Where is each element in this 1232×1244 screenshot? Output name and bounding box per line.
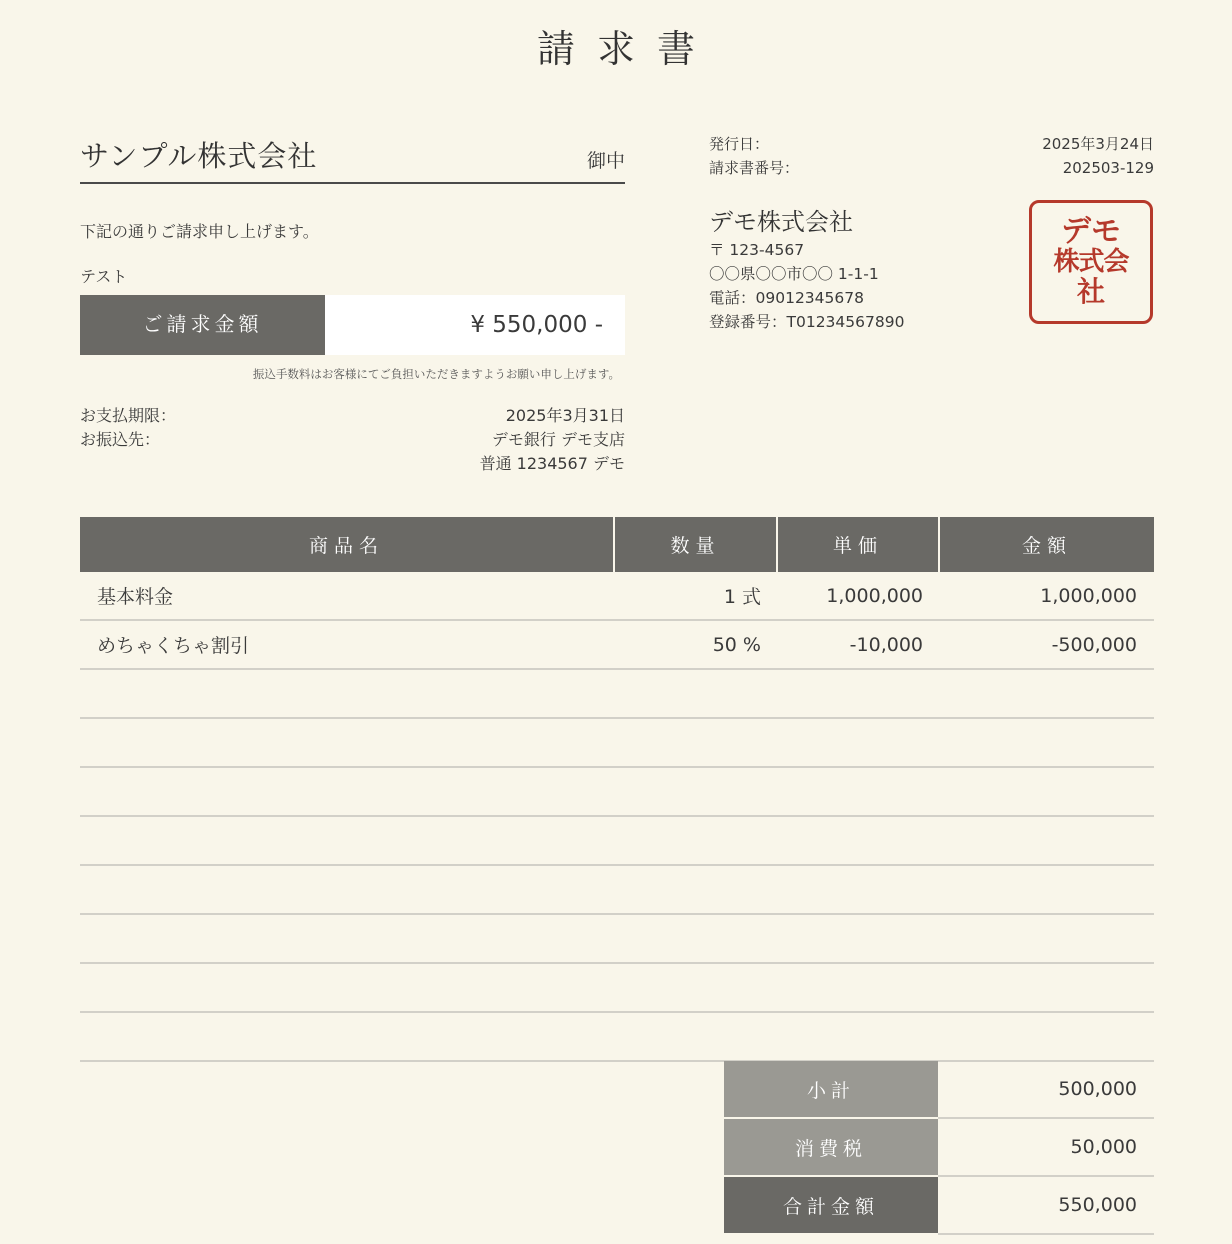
item-name: めちゃくちゃ割引 [80, 620, 614, 669]
subtotal-label: 小計 [724, 1061, 938, 1118]
billing-amount-value: ¥ 550,000 - [325, 295, 625, 355]
billing-amount-box [80, 295, 625, 355]
subject-text: テスト [80, 267, 128, 286]
issue-date-row [709, 132, 1154, 156]
seal-line-3: 社 [1076, 275, 1105, 308]
issuer-name: デモ株式会社 [709, 208, 853, 236]
empty-row [80, 669, 1154, 718]
item-quantity: 50 % [614, 620, 777, 669]
total-label: 合計金額 [724, 1176, 938, 1234]
empty-row [80, 963, 1154, 1012]
issuer-details [709, 238, 904, 334]
fee-note: 振込手数料はお客様にてご負担いただきますようお願い申し上げます。 [252, 367, 620, 381]
client-honorific: 御中 [586, 150, 625, 172]
subtotal-value: 500,000 [938, 1061, 1154, 1118]
header-product: 商品名 [80, 517, 614, 572]
empty-row [80, 767, 1154, 816]
issuer-address: 〇〇県〇〇市〇〇 1-1-1 [709, 265, 879, 283]
line-items-header [80, 517, 1154, 572]
item-quantity: 1 式 [614, 572, 777, 620]
issuer-postal: 〒 123-4567 [709, 241, 805, 259]
table-row [80, 572, 1154, 620]
client-block [80, 134, 625, 184]
invoice-number-value: 202503-129 [1062, 159, 1154, 177]
invoice-number-label: 請求書番号： [709, 159, 800, 177]
header-amount: 金額 [939, 517, 1154, 572]
invoice-number-row [709, 156, 1154, 180]
billing-amount-label: ご請求金額 [80, 295, 325, 355]
issuer-registration: 登録番号：T01234567890 [709, 313, 905, 331]
company-seal [1029, 200, 1153, 324]
empty-row [80, 816, 1154, 865]
due-date-label: お支払期限： [80, 406, 177, 425]
item-unit-price: -10,000 [777, 620, 939, 669]
empty-row [80, 718, 1154, 767]
seal-line-2: 株式会 [1053, 247, 1129, 277]
seal-line-1: デモ [1061, 214, 1121, 249]
item-amount: 1,000,000 [939, 572, 1154, 620]
bank-line-2: 普通 1234567 デモ [479, 454, 625, 473]
item-amount: -500,000 [939, 620, 1154, 669]
total-value: 550,000 [938, 1176, 1154, 1234]
empty-row [80, 1012, 1154, 1061]
table-row [80, 620, 1154, 669]
tax-label: 消費税 [724, 1118, 938, 1176]
empty-row [80, 914, 1154, 963]
invoice-meta [709, 132, 1154, 180]
due-date-row [80, 404, 625, 428]
header-quantity: 数量 [614, 517, 777, 572]
bank-label: お振込先： [80, 430, 161, 449]
totals-table [724, 1061, 1154, 1235]
item-name: 基本料金 [80, 572, 614, 620]
issuer-phone: 電話：09012345678 [709, 289, 864, 307]
intro-text: 下記の通りご請求申し上げます。 [80, 222, 319, 241]
bank-line-1: デモ銀行 デモ支店 [491, 430, 625, 449]
payment-info [80, 404, 625, 476]
item-unit-price: 1,000,000 [777, 572, 939, 620]
total-row [724, 1176, 1154, 1234]
subtotal-row [724, 1061, 1154, 1118]
line-items-table [80, 517, 1154, 1062]
header-unit-price: 単価 [777, 517, 939, 572]
tax-row [724, 1118, 1154, 1176]
due-date-value: 2025年3月31日 [505, 406, 625, 425]
empty-row [80, 865, 1154, 914]
document-title: 請求書 [536, 27, 717, 71]
issue-date-value: 2025年3月24日 [1042, 135, 1154, 153]
client-name: サンプル株式会社 [80, 139, 318, 173]
bank-row [80, 428, 625, 476]
issue-date-label: 発行日： [709, 135, 770, 153]
bank-details [480, 428, 625, 476]
tax-value: 50,000 [938, 1118, 1154, 1176]
